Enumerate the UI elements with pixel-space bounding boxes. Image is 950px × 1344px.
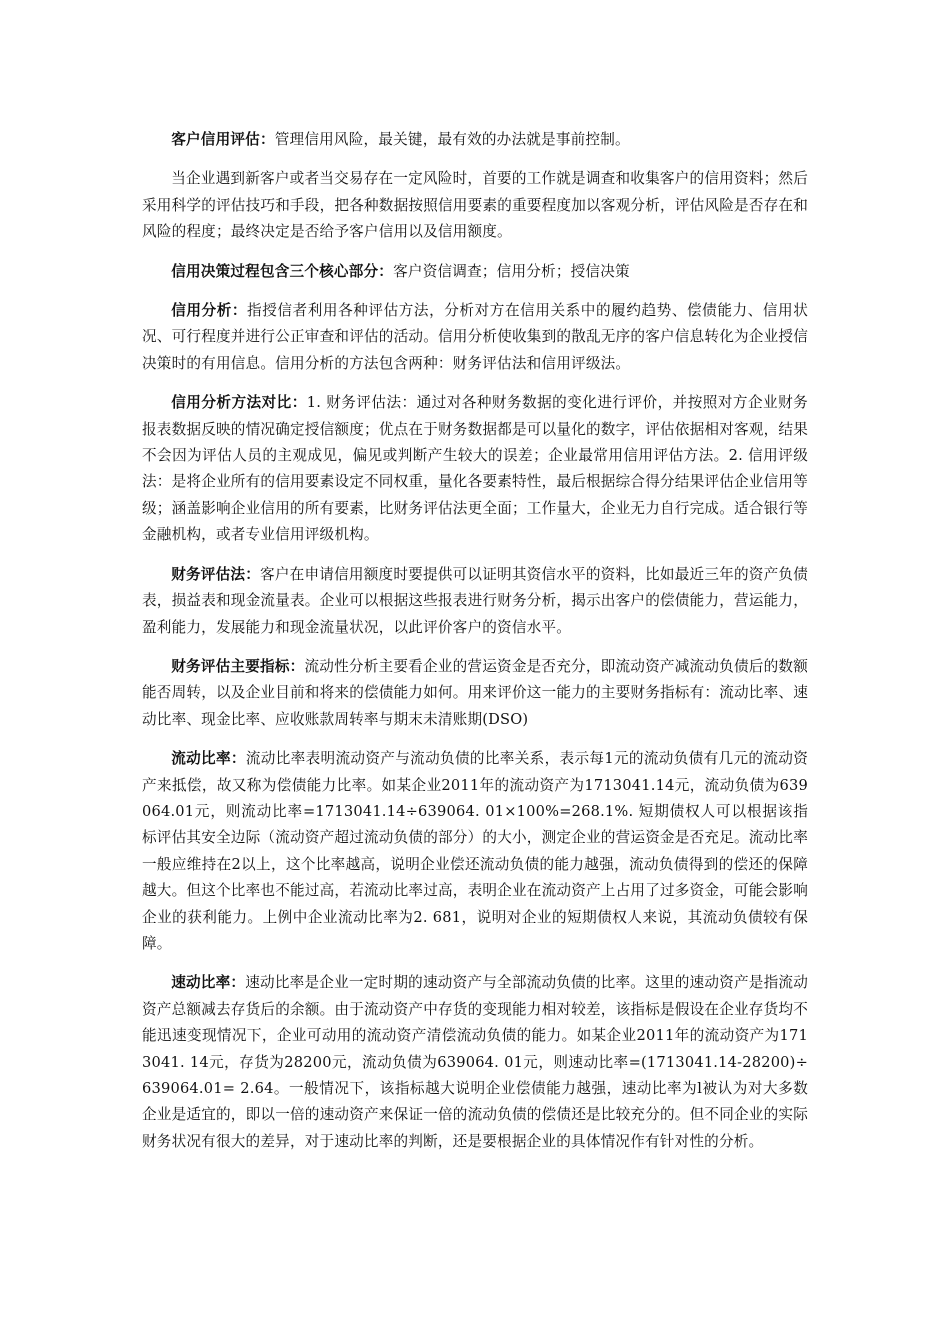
paragraph-text: 当企业遇到新客户或者当交易存在一定风险时，首要的工作就是调查和收集客户的信用资料；然后采用科学的评估技巧和手段，把各种数据按照信用要素的重要程度加以客观分析，评估风险是否存在和风险的程度；最终决定是否给予客户信用以及信用额度。 [142,170,808,241]
paragraph-text: 流动比率表明流动资产与流动负债的比率关系，表示每1元的流动负债有几元的流动资产来抵偿，故又称为偿债能力比率。如某企业2011年的流动资产为1713041.14元，流动负债为639064.01元，则流动比率=1713041.14÷639064. 01×100%=268.1%. 短期债权人可以根据该指标评估其安全边际（流动资产超过流动负债的部分）的大小，测定企业的营运资金是否充足。流动比率一般应维持在2以上，这个比率越高，说明企业偿还流动负债的能力越强，流动负债得到的偿还的保障越大。但这个比率也不能过高，若流动比率过高，表明企业在流动资产上占用了过多资金，可能会影响企业的获利能力。上例中企业流动比率为2. 681，说明对企业的短期债权人来说，其流动负债较有保障。 [142,750,808,952]
paragraph-heading: 信用决策过程包含三个核心部分： [171,262,394,280]
paragraph-heading: 客户信用评估： [171,131,275,148]
paragraph-quick-ratio [142,970,808,1155]
paragraph-heading: 流动比率： [171,750,246,768]
paragraph-text: 管理信用风险，最关键，最有效的办法就是事前控制。 [274,131,630,148]
paragraph-heading: 财务评估主要指标： [171,657,305,675]
paragraph-credit-decision-process [142,259,808,285]
paragraph-text: 速动比率是企业一定时期的速动资产与全部流动负债的比率。这里的速动资产是指流动资产总额减去存货后的余额。由于流动资产中存货的变现能力相对较差，该指标是假设在企业存货均不能迅速变现情况下，企业可动用的流动资产清偿流动负债的能力。如某企业2011年的流动资产为1713041. 14元，存货为28200元，流动负债为639064. 01元，则速动比率=(1713041.14-28200)÷639064.01= 2.64。一般情况下，该指标越大说明企业偿债能力越强，速动比率为l被认为对大多数企业是适宜的，即以一倍的速动资产来保证一倍的流动负债的偿债还是比较充分的。但不同企业的实际财务状况有很大的差异，对于速动比率的判断，还是要根据企业的具体情况作有针对性的分析。 [142,974,808,1150]
paragraph-text: 客户资信调查；信用分析；授信决策 [393,262,630,280]
paragraph-text: 指授信者利用各种评估方法，分析对方在信用关系中的履约趋势、偿债能力、信用状况、可行程度并进行公正审查和评估的活动。信用分析使收集到的散乱无序的客户信息转化为企业授信决策时的有用信息。信用分析的方法包含两种：财务评估法和信用评级法。 [142,302,808,372]
paragraph-new-customer-process [142,166,808,245]
paragraph-credit-analysis [142,298,808,377]
paragraph-text: 客户在申请信用额度时要提供可以证明其资信水平的资料，比如最近三年的资产负债表，损益表和现金流量表。企业可以根据这些报表进行财务分析，揭示出客户的偿债能力，营运能力，盈利能力，发展能力和现金流量状况，以此评价客户的资信水平。 [142,565,808,636]
paragraph-main-indicators [142,654,808,733]
paragraph-heading: 速动比率： [171,974,246,992]
paragraph-text: 1. 财务评估法：通过对各种财务数据的变化进行评价，并按照对方企业财务报表数据反映的情况确定授信额度；优点在于财务数据都是可以量化的数字，评估依据相对客观，结果不会因为评估人员的主观成见，偏见或判断产生较大的误差；企业最常用信用评估方法。2. 信用评级法：是将企业所有的信用要素设定不同权重，量化各要素特性，最后根据综合得分结果评估企业信用等级；涵盖影响企业信用的所有要素，比财务评估法更全面；工作量大，企业无力自行完成。适合银行等金融机构，或者专业信用评级机构。 [142,394,808,544]
paragraph-method-comparison [142,390,808,548]
paragraph-heading: 信用分析方法对比： [171,394,307,412]
paragraph-heading: 财务评估法： [171,565,261,583]
paragraph-financial-evaluation [142,562,808,641]
paragraph-customer-credit-evaluation [142,127,808,153]
paragraph-heading: 信用分析： [171,302,248,320]
paragraph-current-ratio [142,746,808,957]
paragraph-text: 流动性分析主要看企业的营运资金是否充分，即流动资产减流动负债后的数额能否周转，以及企业目前和将来的偿债能力如何。用来评价这一能力的主要财务指标有：流动比率、速动比率、现金比率、应收账款周转率与期末未清账期(DSO) [142,657,808,728]
